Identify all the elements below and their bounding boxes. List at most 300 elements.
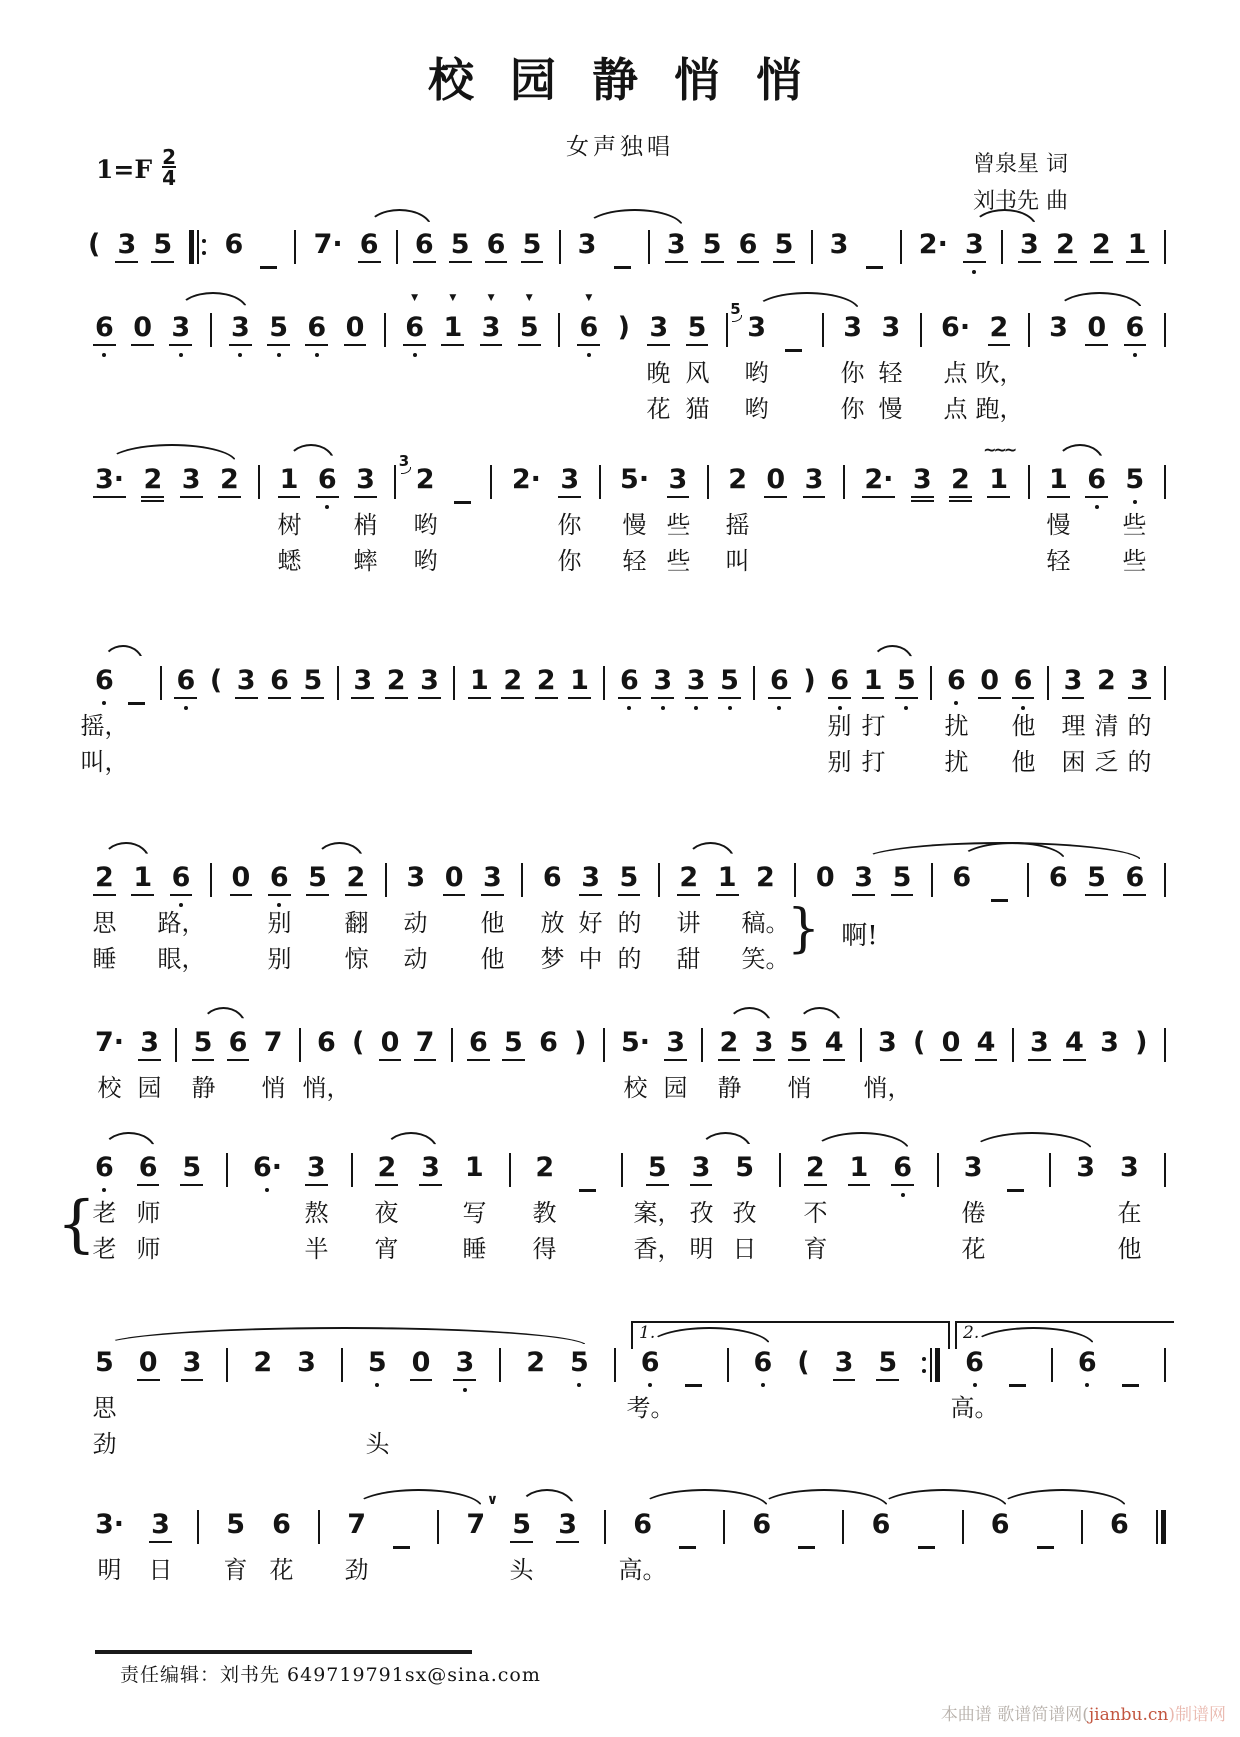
lyric-syllable: 孜 [732, 1199, 757, 1227]
lyric-row [92, 1233, 1166, 1267]
barline [614, 1348, 616, 1382]
grace-note: 3 [398, 452, 410, 470]
lyric-syllable: 笑。 [741, 945, 790, 973]
lyric-syllable: 老 [92, 1199, 117, 1227]
note-token: 6 [1048, 862, 1068, 893]
lyric-syllable: 叫， [80, 748, 129, 776]
barline [521, 863, 523, 897]
note-token: 2 [220, 463, 239, 497]
barline [842, 1510, 844, 1544]
low-octave-dot [1085, 1383, 1089, 1387]
note-token: 1 [464, 1152, 484, 1183]
barline [726, 313, 728, 347]
note-token: 5 [897, 664, 916, 698]
lyric-syllable: 好 [578, 909, 603, 937]
note-token: ( [88, 229, 101, 260]
beam-line [138, 1059, 161, 1061]
note-token: 3 [913, 463, 932, 497]
note-token: 6 [270, 861, 289, 895]
beam-line [701, 261, 724, 263]
barline [210, 863, 212, 897]
bar-thin [1156, 1510, 1158, 1544]
barline [160, 666, 162, 700]
beam-line [141, 500, 164, 502]
note-token: 2· [918, 229, 948, 260]
duration-dash [679, 1546, 696, 1549]
notes-row [95, 1484, 1166, 1558]
note-token: 6 [1087, 463, 1106, 497]
trill-mark: ~~~ [983, 440, 1015, 459]
lyric-syllable: 得 [532, 1235, 557, 1263]
note-token: 2 [387, 664, 406, 698]
beam-line [137, 1379, 160, 1381]
bar-thin [930, 1348, 932, 1382]
note-token: 3 [1119, 1152, 1139, 1183]
note-token: 2 [951, 463, 970, 497]
lyric-syllable: 熬 [304, 1199, 329, 1227]
key-value: 1=F [96, 155, 153, 184]
lyric-syllable: 考。 [626, 1394, 675, 1422]
note-token: 5 [790, 1026, 809, 1060]
lyric-syllable: 他 [1011, 712, 1036, 740]
slur-arc [998, 1489, 1127, 1508]
lyric-syllable: 轻 [1046, 547, 1071, 575]
lyric-syllable: 校 [623, 1074, 648, 1102]
note-token: 1 [280, 463, 299, 497]
beam-line [686, 344, 709, 346]
note-token: 3 [667, 228, 686, 262]
barline [937, 1153, 939, 1187]
note-token: 0 [766, 463, 785, 497]
note-token: 6 [139, 1151, 158, 1185]
lyric-brace: { [56, 1187, 97, 1260]
note-token: 1 ~~~ [989, 463, 1008, 497]
slur-arc [1056, 444, 1104, 463]
note-token: 0 [381, 1026, 400, 1060]
note-token: ) [574, 1027, 587, 1058]
beam-line [518, 344, 541, 346]
lyric-row [80, 746, 1166, 780]
notes-row [95, 287, 1166, 361]
song-title: 校 园 静 悄 悄 [427, 53, 813, 107]
note-token: 0 [346, 311, 365, 345]
beam-line [230, 894, 253, 896]
beam-line [949, 500, 972, 502]
barline [962, 1510, 964, 1544]
note-token: 6 [95, 311, 114, 345]
notation-system [95, 287, 1166, 437]
notation-system [80, 640, 1166, 790]
beam-line [301, 697, 324, 699]
slur-arc [102, 1327, 587, 1346]
beam-line [618, 697, 641, 699]
beam-line [467, 1059, 490, 1061]
lyric-syllable: 慢 [878, 395, 903, 423]
beam-line [988, 344, 1011, 346]
lyric-syllable: 老 [92, 1235, 117, 1263]
barline [604, 1510, 606, 1544]
time-signature [162, 145, 177, 190]
note-token: 6 [739, 228, 758, 262]
lyric-syllable: 劲 [92, 1430, 117, 1458]
lyric-syllable: 轻 [878, 359, 903, 387]
note-token: 3 ▼ [482, 311, 501, 345]
note-token: 6 ▼ [405, 311, 424, 345]
lyric-syllable: 静 [191, 1074, 216, 1102]
duration-dash [393, 1546, 410, 1549]
lyric-syllable: 明 [689, 1235, 714, 1263]
beam-line [379, 1059, 402, 1061]
note-token: 5 [504, 1026, 523, 1060]
lyric-syllable: 风 [685, 359, 710, 387]
lyric-syllable: 校 [97, 1074, 122, 1102]
note-token: 3 [182, 463, 201, 497]
lyric-syllable: 理 [1061, 712, 1086, 740]
lyric-syllable: 些 [1122, 547, 1147, 575]
note-token: 7 [416, 1026, 435, 1060]
beam-line [235, 697, 258, 699]
barline [900, 230, 902, 264]
lyric-syllable: 头 [365, 1430, 390, 1458]
low-octave-dot [265, 1188, 269, 1192]
beam-line [410, 1379, 433, 1381]
note-token: 6 [947, 664, 966, 698]
lyric-syllable: 梦 [540, 945, 565, 973]
note-token: 5 [1087, 861, 1106, 895]
barline [1028, 465, 1030, 499]
lyric-syllable: 摇， [80, 712, 129, 740]
note-token: 6 [770, 664, 789, 698]
lyric-syllable: 倦 [961, 1199, 986, 1227]
beam-line [305, 344, 328, 346]
barline [1164, 313, 1166, 347]
barline [1051, 1348, 1053, 1382]
note-token: 2 [756, 862, 775, 893]
lyric-syllable: 甜 [676, 945, 701, 973]
lyric-syllable: 你 [840, 359, 865, 387]
beam-line [510, 1541, 533, 1543]
notes-row [95, 837, 1166, 911]
lyric-syllable: 在 [1117, 1199, 1142, 1227]
low-octave-dot [102, 1188, 106, 1192]
lyric-syllable: 悄 [787, 1074, 812, 1102]
notes-row [95, 1002, 1166, 1076]
lyric-syllable: 蟋 [277, 547, 302, 575]
note-token: 2· [511, 464, 541, 495]
barline [843, 465, 845, 499]
note-token: 1 [470, 664, 489, 698]
barline [1047, 666, 1049, 700]
note-token: 0 [232, 861, 251, 895]
lyric-syllable: 别 [267, 909, 292, 937]
lyric-syllable: 思 [92, 909, 117, 937]
note-token: 6 [270, 664, 289, 698]
lyric-syllable: 写 [462, 1199, 487, 1227]
beam-line [975, 1059, 998, 1061]
note-token: 2 [526, 1347, 545, 1378]
beam-line [949, 496, 972, 498]
note-token: 3 [687, 664, 706, 698]
note-token: 2 [720, 1026, 739, 1060]
note-token: 6 [95, 1151, 114, 1185]
lyric-syllable: 悄， [863, 1074, 912, 1102]
note-token: 3 [483, 861, 502, 895]
low-octave-dot [761, 1383, 765, 1387]
beam-line [449, 261, 472, 263]
note-token: 5 [451, 228, 470, 262]
beam-line [174, 697, 197, 699]
note-token: 5 [523, 228, 542, 262]
note-token: ( [209, 665, 223, 696]
note-token: 5 [368, 1346, 387, 1380]
barline [1164, 230, 1166, 264]
note-token: 5· [620, 1027, 650, 1058]
duration-dash [454, 501, 471, 504]
note-token: 2 [806, 1151, 825, 1185]
notation-system [95, 439, 1166, 589]
lyric-syllable: 花 [269, 1556, 294, 1584]
note-token: 3 [755, 1026, 774, 1060]
note-token: 3 [140, 1026, 159, 1060]
lyric-syllable: 睡 [92, 945, 117, 973]
note-token: 5 [878, 1346, 897, 1380]
note-token: 3 [237, 664, 256, 698]
slur-arc [759, 1489, 889, 1508]
note-token: 6 [952, 862, 972, 893]
lyric-syllable: 夜 [374, 1199, 399, 1227]
slur-arc [102, 1132, 156, 1151]
barline [396, 230, 398, 264]
watermark-suffix-text: )制谱网 [1168, 1705, 1226, 1725]
notes-row [95, 640, 1166, 714]
notation-system [56, 1127, 1166, 1277]
lyric-row [92, 1197, 1166, 1231]
note-token: 3 [669, 463, 688, 497]
slur-arc [972, 209, 1037, 228]
barline [210, 313, 212, 347]
lyric-syllable: 中 [578, 945, 603, 973]
lyric-row [92, 1428, 1166, 1462]
slur-arc [384, 1132, 438, 1151]
beam-line [306, 894, 329, 896]
key-signature [96, 145, 177, 191]
note-token: 3 [455, 1346, 474, 1380]
note-token: 2 [347, 861, 366, 895]
lyric-syllable: 别 [827, 748, 852, 776]
barline [226, 1153, 228, 1187]
footer-editor: 责任编辑：刘书先 649719791sx@sina.com [120, 1664, 541, 1686]
beam-line [568, 697, 591, 699]
beam-line [737, 261, 760, 263]
note-token: 6 [965, 1346, 984, 1380]
barline [451, 1028, 453, 1062]
beam-line [579, 894, 602, 896]
duration-dash [614, 266, 631, 269]
note-token: 3 [356, 463, 375, 497]
note-token: 3 [877, 1027, 897, 1058]
duration-dash [128, 702, 145, 705]
note-token: 3 [558, 1508, 577, 1542]
lyric-syllable: 他 [1117, 1235, 1142, 1263]
note-token: 0 [412, 1346, 431, 1380]
note-token: 5 [735, 1152, 755, 1183]
lyric-syllable: 哟 [744, 395, 769, 423]
barline [723, 1510, 725, 1544]
beam-line [891, 894, 914, 896]
lyric-row [92, 943, 1166, 977]
lyric-syllable: 师 [136, 1235, 161, 1263]
lyric-syllable: 稿。 [741, 909, 790, 937]
beam-line [667, 496, 690, 498]
note-token: 3 [577, 229, 597, 260]
note-token: 5 [308, 861, 327, 895]
beam-line [876, 1379, 899, 1381]
beam-line [646, 1184, 669, 1186]
beam-line [753, 1059, 776, 1061]
note-token: ) [803, 665, 816, 696]
beam-line [151, 261, 174, 263]
note-token: 0 [815, 862, 835, 893]
barline [860, 1028, 862, 1062]
barline [318, 1510, 320, 1544]
beam-line [833, 1379, 856, 1381]
note-token: 3· [95, 463, 124, 497]
slur-arc [971, 1132, 1093, 1151]
bar-thick [189, 230, 194, 264]
beam-line [1123, 894, 1146, 896]
beam-line [413, 261, 436, 263]
note-token: 1 [570, 664, 589, 698]
lyric-syllable: 半 [304, 1235, 329, 1263]
note-token: 2 [1056, 228, 1075, 262]
lyric-row [95, 509, 1166, 543]
note-token: ( [797, 1347, 810, 1378]
beam-line [558, 496, 581, 498]
beam-line [441, 344, 464, 346]
note-token: 2 [535, 1152, 555, 1183]
footer-rule [95, 1650, 472, 1654]
lyric-syllable: 些 [1122, 511, 1147, 539]
note-token: 1 ▼ [443, 311, 462, 345]
note-token: 6 [172, 861, 191, 895]
notes-row [88, 204, 1166, 278]
beam-line [403, 344, 426, 346]
lyric-syllable: 放 [540, 909, 565, 937]
beam-line [131, 344, 154, 346]
note-token: 2 [1092, 228, 1111, 262]
note-token: 3 [835, 1346, 854, 1380]
beam-line [1047, 496, 1070, 498]
beam-line [305, 1184, 328, 1186]
barline [1001, 230, 1003, 264]
beam-line [716, 894, 739, 896]
lyric-syllable: 慢 [622, 511, 647, 539]
lyric-syllable: 的 [617, 945, 642, 973]
lyric-syllable: 明 [97, 1556, 122, 1584]
barline [599, 465, 601, 499]
barline [1164, 666, 1166, 700]
bar-thick [1161, 1510, 1166, 1544]
beam-line [218, 496, 241, 498]
volta-label: 2. [963, 1323, 980, 1343]
note-token: 4 [825, 1026, 844, 1060]
lyric-row [92, 907, 1166, 941]
note-token: 6· [941, 312, 971, 343]
lyric-syllable: 你 [557, 547, 582, 575]
note-token: 3 [171, 311, 190, 345]
beam-line [647, 344, 670, 346]
note-token: 2 [95, 861, 114, 895]
beam-line [718, 697, 741, 699]
note-token: 3 [420, 664, 439, 698]
beam-line [1128, 697, 1151, 699]
note-token: 3 [297, 1347, 316, 1378]
barline [930, 666, 932, 700]
lyric-syllable: 慢 [1046, 511, 1071, 539]
note-token: 3 [183, 1346, 202, 1380]
note-token: 6 [316, 1027, 336, 1058]
note-token: 3 [353, 664, 372, 698]
barline [499, 1348, 501, 1382]
barline [299, 1028, 301, 1062]
duration-dash [866, 266, 883, 269]
lyric-syllable: 哟 [413, 547, 438, 575]
slur-arc [102, 842, 150, 861]
note-token: 7 ∨ [466, 1492, 499, 1540]
lyric-syllable: 猫 [685, 395, 710, 423]
duration-dash [579, 1189, 596, 1192]
beam-line [1063, 1059, 1086, 1061]
lyric-syllable: 树 [277, 511, 302, 539]
note-token: 5 [153, 228, 172, 262]
grace-note: 5 [730, 300, 741, 318]
beam-line [229, 344, 252, 346]
low-octave-dot [577, 1383, 581, 1387]
note-token: 5 [182, 1151, 201, 1185]
note-token: 2· [864, 463, 893, 497]
lyric-syllable: 哟 [413, 511, 438, 539]
barline [603, 1028, 605, 1062]
lyricist-credit: 曾泉星 词 [973, 152, 1068, 177]
note-token: 3 [854, 861, 873, 895]
beam-line [443, 894, 466, 896]
note-token: 6 [990, 1509, 1010, 1540]
barline [559, 230, 561, 264]
beam-line [891, 1184, 914, 1186]
barline [603, 666, 605, 700]
lyric-syllable: 晚 [646, 359, 671, 387]
barline [779, 1153, 781, 1187]
note-token: 6 [633, 1509, 653, 1540]
lyric-syllable: 香， [633, 1235, 682, 1263]
staccato-mark: ▼ [525, 293, 533, 303]
beam-line [344, 344, 367, 346]
note-token: 6 [1126, 311, 1145, 345]
beam-line [468, 697, 491, 699]
note-token: 1 [1128, 228, 1147, 262]
beam-line [485, 261, 508, 263]
beam-line [180, 1184, 203, 1186]
note-token: 0 [445, 861, 464, 895]
barline [1049, 1153, 1051, 1187]
lyric-syllable: 日 [732, 1235, 757, 1263]
note-token: 2 3 [398, 452, 435, 495]
beam-line [192, 1059, 215, 1061]
note-token: 7· [313, 229, 343, 260]
beam-line [862, 496, 895, 498]
barline [384, 313, 386, 347]
note-token: 5 [303, 664, 322, 698]
